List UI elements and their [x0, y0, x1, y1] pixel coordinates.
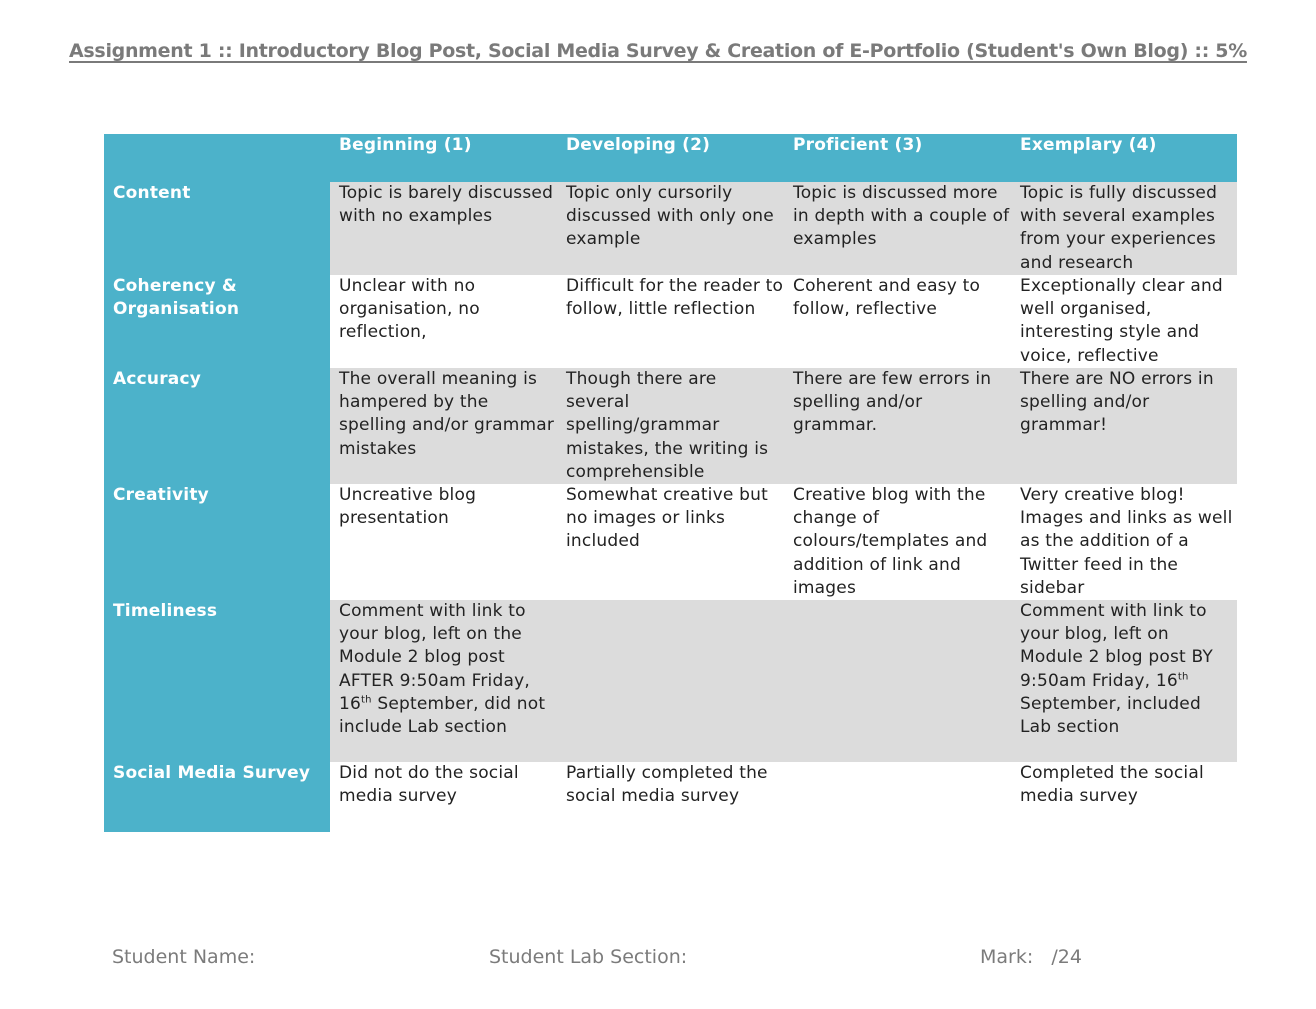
- criterion-label: Social Media Survey: [104, 762, 330, 832]
- rubric-row-coherency: [104, 275, 1237, 368]
- rubric-cell: Topic is discussed more in depth with a couple of examples: [784, 182, 1011, 275]
- rubric-cell: Coherent and easy to follow, reflective: [784, 275, 1011, 368]
- criterion-label: Accuracy: [104, 368, 330, 484]
- rubric-cell: Topic only cursorily discussed with only one example: [557, 182, 784, 275]
- rubric-table: [104, 134, 1237, 832]
- rubric-cell: There are few errors in spelling and/or grammar.: [784, 368, 1011, 484]
- rubric-cell: Did not do the social media survey: [330, 762, 557, 832]
- criterion-label: Content: [104, 182, 330, 275]
- rubric-cell: Though there are several spelling/grammar mistakes, the writing is comprehensible: [557, 368, 784, 484]
- criterion-label: Timeliness: [104, 600, 330, 762]
- rubric-cell: Difficult for the reader to follow, little reflection: [557, 275, 784, 368]
- header-exemplary: Exemplary (4): [1011, 134, 1237, 182]
- rubric-header-row: [104, 134, 1237, 182]
- criterion-label: Coherency & Organisation: [104, 275, 330, 368]
- assignment-title: Assignment 1 :: Introductory Blog Post, Social Media Survey & Creation of E-Portfolio (Student's Own Blog) :: 5%: [69, 40, 1247, 62]
- rubric-cell: Topic is barely discussed with no examples: [330, 182, 557, 275]
- rubric-cell: Somewhat creative but no images or links included: [557, 484, 784, 600]
- rubric-cell: Very creative blog! Images and links as well as the addition of a Twitter feed in the sidebar: [1011, 484, 1237, 600]
- rubric-cell: Uncreative blog presentation: [330, 484, 557, 600]
- header-beginning: Beginning (1): [330, 134, 557, 182]
- rubric-cell: Exceptionally clear and well organised, interesting style and voice, reflective: [1011, 275, 1237, 368]
- rubric-cell: Completed the social media survey: [1011, 762, 1237, 832]
- rubric-row-social-media-survey: [104, 762, 1237, 832]
- rubric-cell: Comment with link to your blog, left on Module 2 blog post BY 9:50am Friday, 16th September, included Lab section: [1011, 600, 1237, 762]
- criterion-label: Creativity: [104, 484, 330, 600]
- rubric-cell: [784, 762, 1011, 832]
- rubric-row-content: [104, 182, 1237, 275]
- rubric-cell: Partially completed the social media survey: [557, 762, 784, 832]
- rubric-cell: Topic is fully discussed with several examples from your experiences and research: [1011, 182, 1237, 275]
- header-corner: [104, 134, 330, 182]
- rubric-cell: Comment with link to your blog, left on the Module 2 blog post AFTER 9:50am Friday, 16th September, did not include Lab section: [330, 600, 557, 762]
- header-proficient: Proficient (3): [784, 134, 1011, 182]
- rubric-cell: The overall meaning is hampered by the spelling and/or grammar mistakes: [330, 368, 557, 484]
- rubric-cell: [784, 600, 1011, 762]
- rubric-row-creativity: [104, 484, 1237, 600]
- lab-section-label: Student Lab Section:: [489, 946, 688, 968]
- mark-label: Mark: /24: [980, 946, 1082, 968]
- rubric-cell: Creative blog with the change of colours/templates and addition of link and images: [784, 484, 1011, 600]
- rubric-row-timeliness: [104, 600, 1237, 762]
- rubric-cell: [557, 600, 784, 762]
- rubric-row-accuracy: [104, 368, 1237, 484]
- student-name-label: Student Name:: [112, 946, 256, 968]
- rubric-cell: There are NO errors in spelling and/or grammar!: [1011, 368, 1237, 484]
- header-developing: Developing (2): [557, 134, 784, 182]
- rubric-cell: Unclear with no organisation, no reflection,: [330, 275, 557, 368]
